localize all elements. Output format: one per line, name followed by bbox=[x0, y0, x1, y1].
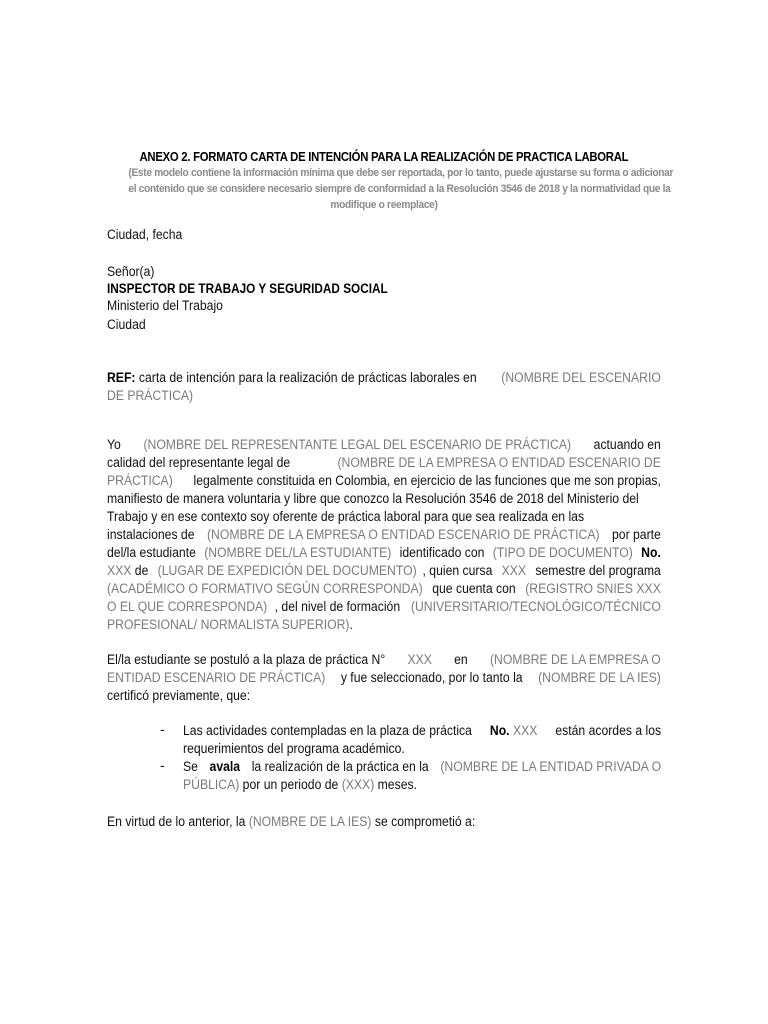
bullet-2-line-2 bbox=[183, 776, 594, 794]
p1-document-number: XXX bbox=[107, 563, 132, 579]
p1-facility-name: (NOMBRE DE LA EMPRESA O ENTIDAD ESCENARIO DE PRÁCTICA) bbox=[206, 527, 600, 543]
p1-l1c: actuando en bbox=[590, 437, 661, 453]
ref-line-2: DE PRÁCTICA) bbox=[107, 388, 194, 404]
p1-line-3 bbox=[107, 472, 661, 490]
bullet-1-dash: - bbox=[160, 722, 165, 738]
p2-line-1 bbox=[107, 651, 661, 669]
p1-snies-registry: (REGISTRO SNIES XXX bbox=[525, 581, 661, 597]
p3-a: En virtud de lo anterior, la bbox=[107, 814, 249, 830]
p1-l6c: por parte bbox=[608, 527, 661, 543]
p3-c: se comprometió a: bbox=[371, 814, 476, 830]
commitment-paragraph bbox=[107, 813, 661, 831]
recipient-title bbox=[107, 281, 445, 297]
p1-legal-rep-name: (NOMBRE DEL REPRESENTANTE LEGAL DEL ESCENARIO DE PRÁCTICA) bbox=[143, 437, 572, 453]
p2-l1c: en bbox=[450, 652, 472, 668]
p1-l10a: O EL QUE CORRESPONDA) bbox=[107, 599, 268, 615]
p1-l3b: legalmente constituida en Colombia, en ejercicio de las funciones que me son propias, bbox=[190, 473, 661, 489]
bullet-2-dash: - bbox=[160, 758, 165, 774]
document-title bbox=[0, 149, 768, 164]
ref-line-1 bbox=[107, 369, 661, 387]
p1-l8d: , quien cursa bbox=[422, 563, 496, 579]
city-date-text: Ciudad, fecha bbox=[107, 227, 183, 243]
recipient-city bbox=[107, 317, 152, 333]
p1-l7a: del/la estudiante bbox=[107, 545, 200, 561]
ref-scenario-name: (NOMBRE DEL ESCENARIO bbox=[501, 370, 661, 386]
p1-l1a: Yo bbox=[107, 437, 125, 453]
p1-no-label: No. bbox=[637, 545, 661, 561]
b2-l2b: por un periodo de bbox=[239, 777, 342, 793]
subtitle-line-3: modifique o reemplace) bbox=[330, 199, 438, 211]
p2-l1a: El/la estudiante se postuló a la plaza de práctica N° bbox=[107, 652, 389, 668]
p1-l2a: calidad del representante legal de bbox=[107, 455, 294, 471]
p1-line-6 bbox=[107, 526, 661, 544]
p3-line-1 bbox=[107, 813, 583, 831]
p1-l9b: que cuenta con bbox=[428, 581, 520, 597]
p1-program: (ACADÉMICO O FORMATIVO SEGÚN CORRESPONDA) bbox=[107, 581, 423, 597]
b2-entity-name: (NOMBRE DE LA ENTIDAD PRIVADA O bbox=[440, 759, 662, 775]
intent-paragraph bbox=[107, 436, 661, 634]
document-title-text: ANEXO 2. FORMATO CARTA DE INTENCIÓN PARA LA REALIZACIÓN DE PRACTICA LABORAL bbox=[139, 149, 629, 164]
p1-l8f: semestre del programa bbox=[531, 563, 661, 579]
p1-education-level: (UNIVERSITARIO/TECNOLÓGICO/TÉCNICO bbox=[410, 599, 661, 615]
bullet-2 bbox=[183, 758, 661, 794]
p3-ies-name: (NOMBRE DE LA IES) bbox=[248, 814, 372, 830]
p1-l3a: PRÁCTICA) bbox=[107, 473, 173, 489]
p1-line-9 bbox=[107, 580, 661, 598]
p1-student-name: (NOMBRE DEL/LA ESTUDIANTE) bbox=[204, 545, 392, 561]
p1-line-5: Trabajo y en ese contexto soy oferente de práctica laboral para que sea realizada en las bbox=[107, 509, 585, 525]
p1-line-4: manifiesto de manera voluntaria y libre que conozco la Resolución 3546 de 2018 del Ministerio del bbox=[107, 491, 639, 507]
b2-l1a: Se bbox=[183, 759, 202, 775]
p2-line-3: certificó previamente, que: bbox=[107, 688, 251, 704]
p1-l11b: . bbox=[349, 617, 353, 633]
recipient-city-text: Ciudad bbox=[107, 317, 146, 333]
recipient-org-text: Ministerio del Trabajo bbox=[107, 298, 223, 314]
b1-position-number: XXX bbox=[512, 723, 538, 739]
document-subtitle bbox=[100, 165, 674, 213]
p1-line-8 bbox=[107, 562, 661, 580]
p1-company-name: (NOMBRE DE LA EMPRESA O ENTIDAD ESCENARIO DE bbox=[337, 455, 661, 471]
b1-l1a: Las actividades contempladas en la plaza de práctica bbox=[183, 723, 476, 739]
p2-line-2 bbox=[107, 669, 661, 687]
p1-line-1 bbox=[107, 436, 661, 454]
bullet-1-line-2: requerimientos del programa académico. bbox=[183, 741, 405, 757]
bullet-1-line-1 bbox=[183, 722, 661, 740]
ref-paragraph bbox=[107, 369, 661, 405]
p1-l8b: de bbox=[131, 563, 152, 579]
p1-semester: XXX bbox=[501, 563, 527, 579]
p1-line-7 bbox=[107, 544, 661, 562]
b2-l2d: meses. bbox=[374, 777, 417, 793]
p1-line-11 bbox=[107, 616, 583, 634]
p1-line-2 bbox=[107, 454, 661, 472]
city-date bbox=[107, 227, 195, 243]
b1-no-label: No. bbox=[489, 723, 510, 739]
ref-label: REF: bbox=[107, 370, 136, 386]
b2-l1c: la realización de la práctica en la bbox=[248, 759, 433, 775]
b2-avala: avala bbox=[209, 759, 241, 775]
p2-company-name: (NOMBRE DE LA EMPRESA O bbox=[489, 652, 661, 668]
ref-text: carta de intención para la realización de prácticas laborales en bbox=[135, 370, 481, 386]
p1-l7c: identificado con bbox=[396, 545, 488, 561]
p1-line-10 bbox=[107, 598, 661, 616]
p1-l6a: instalaciones de bbox=[107, 527, 198, 543]
application-paragraph bbox=[107, 651, 661, 705]
p1-l10b: , del nivel de formación bbox=[274, 599, 404, 615]
b2-period: (XXX) bbox=[341, 777, 375, 793]
p2-l2b: y fue seleccionado, por lo tanto la bbox=[337, 670, 526, 686]
p1-document-type: (TIPO DE DOCUMENTO) bbox=[492, 545, 633, 561]
salutation bbox=[107, 264, 162, 280]
bullet-1 bbox=[183, 722, 661, 758]
subtitle-line-1: (Este modelo contiene la información mínima que debe ser reportada, por lo tanto, puede ajustarse su forma o adicionar bbox=[128, 167, 674, 179]
b1-l1e: están acordes a los bbox=[551, 723, 662, 739]
p1-issue-place: (LUGAR DE EXPEDICIÓN DEL DOCUMENTO) bbox=[157, 563, 417, 579]
p2-position-number: XXX bbox=[407, 652, 432, 668]
b2-l2a: PÚBLICA) bbox=[183, 777, 240, 793]
p2-ies-name: (NOMBRE DE LA IES) bbox=[538, 670, 661, 686]
bullet-2-line-1 bbox=[183, 758, 661, 776]
salutation-text: Señor(a) bbox=[107, 264, 155, 280]
subtitle-line-2: el contenido que se considere necesario siempre de conformidad a la Resolución 3546 de 2018 y la normatividad que la bbox=[128, 183, 671, 195]
recipient-org bbox=[107, 298, 242, 314]
recipient-title-text: INSPECTOR DE TRABAJO Y SEGURIDAD SOCIAL bbox=[107, 281, 388, 297]
p1-l11a: PROFESIONAL/ NORMALISTA SUPERIOR) bbox=[107, 617, 350, 633]
p2-l2a: ENTIDAD ESCENARIO DE PRÁCTICA) bbox=[107, 670, 326, 686]
